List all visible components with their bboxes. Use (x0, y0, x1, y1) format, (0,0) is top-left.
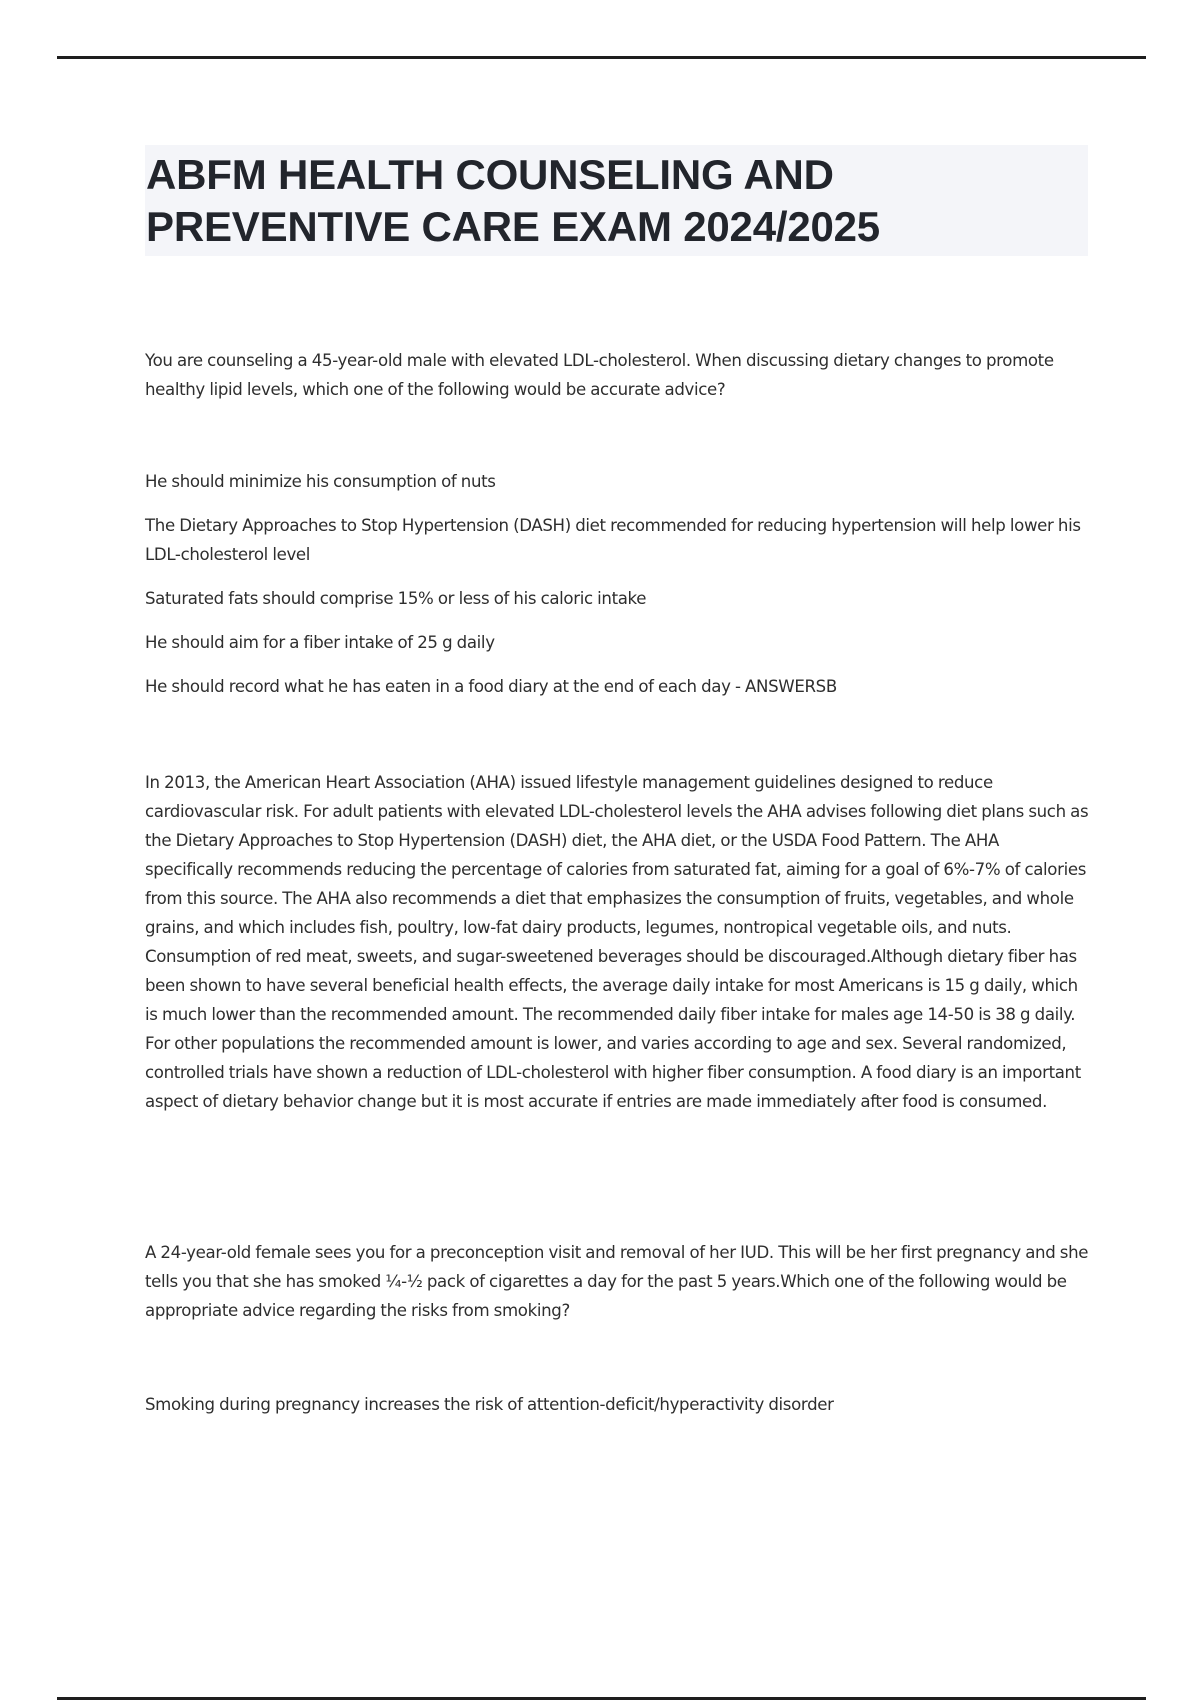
question-2-stem (145, 1238, 1090, 1325)
option-c: Saturated fats should comprise 15% or less of his caloric intake (145, 589, 647, 608)
question-1-explanation (145, 768, 1090, 1116)
option-b: The Dietary Approaches to Stop Hypertension (DASH) diet recommended for reducing hypertension will help lower his LDL-cholesterol level (145, 516, 1081, 564)
question-2-options (145, 1390, 1090, 1419)
question-text: You are counseling a 45-year-old male with elevated LDL-cholesterol. When discussing dietary changes to promote healthy lipid levels, which one of the following would be accurate advice? (145, 351, 1054, 399)
option-e-with-answer: He should record what he has eaten in a food diary at the end of each day - ANSWERSB (145, 677, 837, 696)
question-1-options (145, 467, 1090, 716)
option-d: He should aim for a fiber intake of 25 g daily (145, 633, 495, 652)
header-rule (57, 56, 1146, 59)
question-1-stem (145, 346, 1090, 404)
explanation-text: In 2013, the American Heart Association (AHA) issued lifestyle management guidelines designed to reduce cardiovascular risk. For adult patients with elevated LDL-cholesterol levels the AHA advises following diet plans such as the Dietary Approaches to Stop Hypertension (DASH) diet, the AHA diet, or the USDA Food Pattern. The AHA specifically recommends reducing the percentage of calories from saturated fat, aiming for a goal of 6%-7% of calories from this source. The AHA also recommends a diet that emphasizes the consumption of fruits, vegetables, and whole grains, and which includes fish, poultry, low-fat dairy products, legumes, nontropical vegetable oils, and nuts. Consumption of red meat, sweets, and sugar-sweetened beverages should be discouraged.Although dietary fiber has been shown to have several beneficial health effects, the average daily intake for most Americans is 15 g daily, which is much lower than the recommended amount. The recommended daily fiber intake for males age 14-50 is 38 g daily. For other populations the recommended amount is lower, and varies according to age and sex. Several randomized, controlled trials have shown a reduction of LDL-cholesterol with higher fiber consumption. A food diary is an important aspect of dietary behavior change but it is most accurate if entries are made immediately after food is consumed. (145, 773, 1089, 1111)
document-title: ABFM HEALTH COUNSELING AND PREVENTIVE CARE EXAM 2024/2025 (146, 151, 880, 250)
question-text: A 24-year-old female sees you for a preconception visit and removal of her IUD. This will be her first pregnancy and she tells you that she has smoked ¼-½ pack of cigarettes a day for the past 5 years.Which one of the following would be appropriate advice regarding the risks from smoking? (145, 1243, 1089, 1320)
option-a: He should minimize his consumption of nuts (145, 472, 496, 491)
option-a: Smoking during pregnancy increases the risk of attention-deficit/hyperactivity disorder (145, 1395, 834, 1414)
